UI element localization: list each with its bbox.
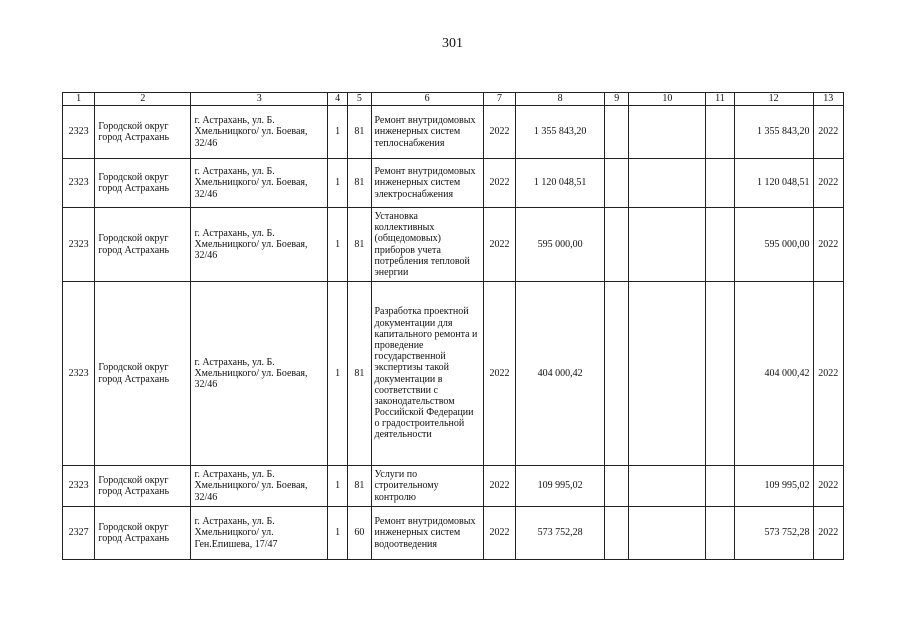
table-row — [63, 159, 844, 208]
cost-cell: 1 120 048,51 — [516, 159, 605, 208]
total-cell: 1 355 843,20 — [734, 106, 813, 159]
address-cell: г. Астрахань, ул. Б. Хмельницкого/ ул. Боевая, 32/46 — [191, 466, 328, 507]
end-year-cell: 2022 — [813, 106, 843, 159]
col4-cell: 1 — [328, 282, 348, 466]
col4-cell: 1 — [328, 466, 348, 507]
column-header: 6 — [371, 93, 483, 106]
column-header: 7 — [483, 93, 515, 106]
column-header: 13 — [813, 93, 843, 106]
year-cell: 2022 — [483, 507, 515, 560]
year-cell: 2022 — [483, 466, 515, 507]
col11-cell — [706, 106, 734, 159]
total-cell: 404 000,42 — [734, 282, 813, 466]
end-year-cell: 2022 — [813, 466, 843, 507]
row-number: 2327 — [63, 507, 95, 560]
table-row — [63, 282, 844, 466]
municipality-cell: Городской округ город Астрахань — [95, 208, 191, 282]
row-number: 2323 — [63, 106, 95, 159]
work-type-cell: Ремонт внутридомовых инженерных систем водоотведения — [371, 507, 483, 560]
column-header: 3 — [191, 93, 328, 106]
end-year-cell: 2022 — [813, 507, 843, 560]
col9-cell — [605, 466, 629, 507]
col4-cell: 1 — [328, 159, 348, 208]
col9-cell — [605, 507, 629, 560]
col11-cell — [706, 507, 734, 560]
registry-table — [62, 92, 844, 560]
column-header: 9 — [605, 93, 629, 106]
col9-cell — [605, 159, 629, 208]
year-cell: 2022 — [483, 106, 515, 159]
column-header: 8 — [516, 93, 605, 106]
col10-cell — [629, 507, 706, 560]
column-header: 2 — [95, 93, 191, 106]
col4-cell: 1 — [328, 106, 348, 159]
page-number: 301 — [442, 36, 463, 51]
cost-cell: 573 752,28 — [516, 507, 605, 560]
col5-cell: 60 — [348, 507, 371, 560]
municipality-cell: Городской округ город Астрахань — [95, 106, 191, 159]
address-cell: г. Астрахань, ул. Б. Хмельницкого/ ул. Боевая, 32/46 — [191, 282, 328, 466]
address-cell: г. Астрахань, ул. Б. Хмельницкого/ ул. Боевая, 32/46 — [191, 159, 328, 208]
row-number: 2323 — [63, 466, 95, 507]
year-cell: 2022 — [483, 159, 515, 208]
col10-cell — [629, 466, 706, 507]
cost-cell: 1 355 843,20 — [516, 106, 605, 159]
end-year-cell: 2022 — [813, 159, 843, 208]
table-row — [63, 507, 844, 560]
column-header: 4 — [328, 93, 348, 106]
column-header: 1 — [63, 93, 95, 106]
address-cell: г. Астрахань, ул. Б. Хмельницкого/ ул. Ген.Епишева, 17/47 — [191, 507, 328, 560]
end-year-cell: 2022 — [813, 282, 843, 466]
cost-cell: 595 000,00 — [516, 208, 605, 282]
municipality-cell: Городской округ город Астрахань — [95, 282, 191, 466]
col10-cell — [629, 282, 706, 466]
address-cell: г. Астрахань, ул. Б. Хмельницкого/ ул. Боевая, 32/46 — [191, 208, 328, 282]
end-year-cell: 2022 — [813, 208, 843, 282]
year-cell: 2022 — [483, 282, 515, 466]
address-cell: г. Астрахань, ул. Б. Хмельницкого/ ул. Боевая, 32/46 — [191, 106, 328, 159]
work-type-cell: Разработка проектной документации для капитального ремонта и проведение государственной экспертизы такой документации в соответствии с законодательством Российской Федерации о градостроительной деятельности — [371, 282, 483, 466]
total-cell: 595 000,00 — [734, 208, 813, 282]
col10-cell — [629, 159, 706, 208]
col5-cell: 81 — [348, 208, 371, 282]
total-cell: 1 120 048,51 — [734, 159, 813, 208]
col9-cell — [605, 106, 629, 159]
col11-cell — [706, 282, 734, 466]
col5-cell: 81 — [348, 282, 371, 466]
col5-cell: 81 — [348, 466, 371, 507]
col4-cell: 1 — [328, 208, 348, 282]
municipality-cell: Городской округ город Астрахань — [95, 507, 191, 560]
col11-cell — [706, 208, 734, 282]
cost-cell: 109 995,02 — [516, 466, 605, 507]
row-number: 2323 — [63, 208, 95, 282]
col4-cell: 1 — [328, 507, 348, 560]
municipality-cell: Городской округ город Астрахань — [95, 159, 191, 208]
work-type-cell: Услуги по строительному контролю — [371, 466, 483, 507]
col9-cell — [605, 208, 629, 282]
col10-cell — [629, 208, 706, 282]
municipality-cell: Городской округ город Астрахань — [95, 466, 191, 507]
column-header: 10 — [629, 93, 706, 106]
column-header: 11 — [706, 93, 734, 106]
row-number: 2323 — [63, 159, 95, 208]
table-row — [63, 466, 844, 507]
work-type-cell: Установка коллективных (общедомовых) приборов учета потребления тепловой энергии — [371, 208, 483, 282]
col5-cell: 81 — [348, 106, 371, 159]
col10-cell — [629, 106, 706, 159]
column-header: 12 — [734, 93, 813, 106]
row-number: 2323 — [63, 282, 95, 466]
col9-cell — [605, 282, 629, 466]
col11-cell — [706, 466, 734, 507]
work-type-cell: Ремонт внутридомовых инженерных систем электроснабжения — [371, 159, 483, 208]
col5-cell: 81 — [348, 159, 371, 208]
table-row — [63, 208, 844, 282]
header-row — [63, 93, 844, 106]
column-header: 5 — [348, 93, 371, 106]
col11-cell — [706, 159, 734, 208]
total-cell: 573 752,28 — [734, 507, 813, 560]
year-cell: 2022 — [483, 208, 515, 282]
work-type-cell: Ремонт внутридомовых инженерных систем теплоснабжения — [371, 106, 483, 159]
table-row — [63, 106, 844, 159]
total-cell: 109 995,02 — [734, 466, 813, 507]
cost-cell: 404 000,42 — [516, 282, 605, 466]
